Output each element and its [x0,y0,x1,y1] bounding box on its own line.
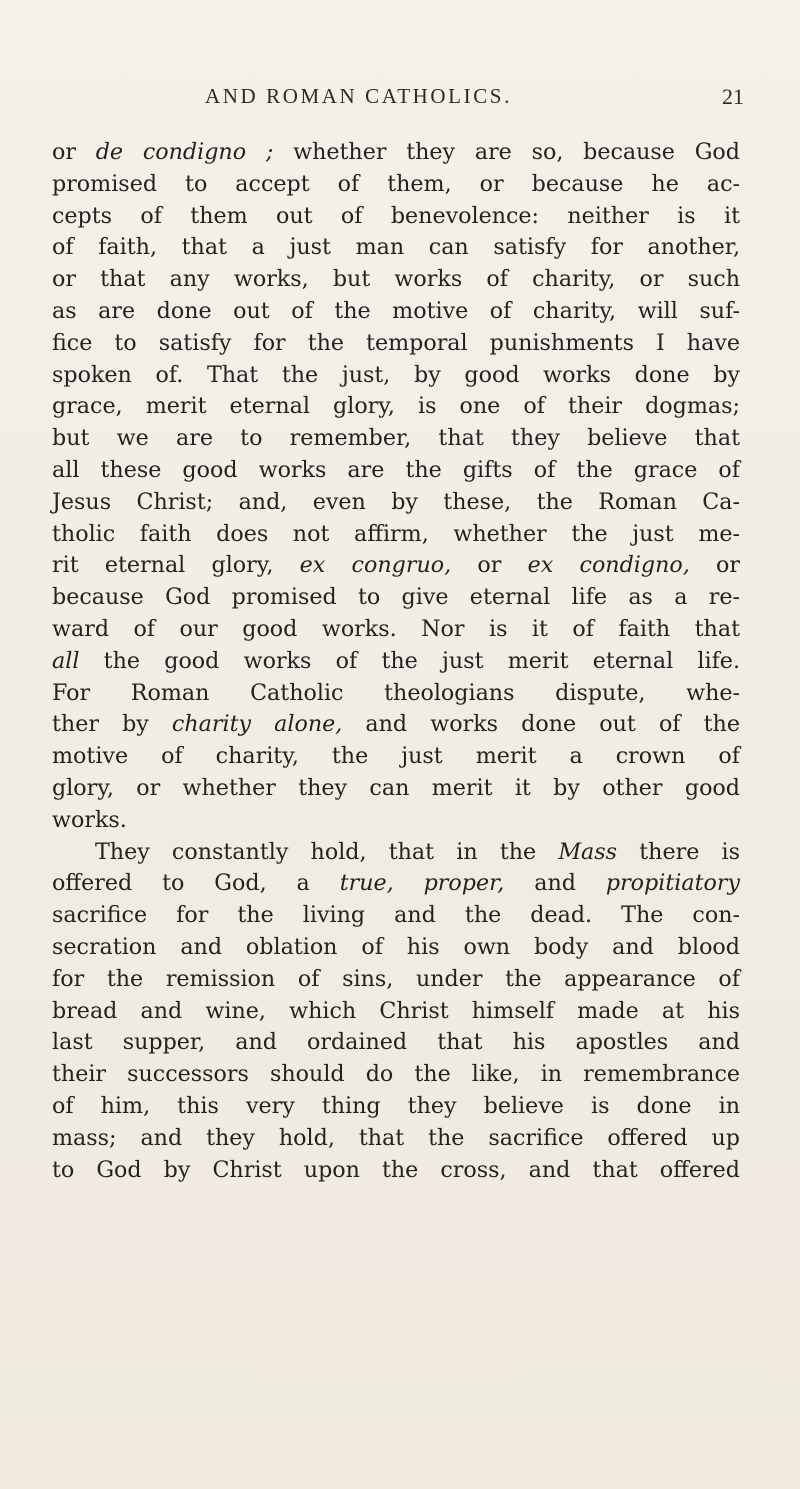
text-line: secration and oblation of his own body and blood [52,933,740,960]
text-line: as are done out of the motive of charity, will suf- [52,297,740,324]
text-line: motive of charity, the just merit a crown of [52,743,740,770]
text-line: works. [52,806,127,833]
text-line: promised to accept of them, or because he ac- [52,170,740,197]
running-title: AND ROMAN CATHOLICS. [205,84,512,108]
text-line: ward of our good works. Nor is it of faith that [52,615,740,642]
text-line: but we are to remember, that they believe that [52,425,740,452]
text-line: cepts of them out of benevolence: neither is it [52,202,740,229]
text-line: grace, merit eternal glory, is one of their dogmas; [52,393,740,420]
page-number: 21 [722,84,744,109]
text-line: spoken of. That the just, by good works done by [52,361,740,388]
text-line: ther by charity alone, and works done out of the [52,711,740,738]
text-line: sacrifice for the living and the dead. The con- [52,902,740,929]
text-line: offered to God, a true, proper, and propitiatory [52,870,740,897]
text-line: For Roman Catholic theologians dispute, whe- [52,679,740,706]
text-line: their successors should do the like, in remembrance [52,1061,740,1088]
text-line: mass; and they hold, that the sacrifice offered up [52,1124,740,1151]
text-line: all the good works of the just merit eternal life. [52,647,740,674]
text-line: to God by Christ upon the cross, and that offered [52,1156,740,1183]
text-line: bread and wine, which Christ himself made at his [52,997,740,1024]
text-line: of him, this very thing they believe is done in [52,1092,740,1119]
text-line: of faith, that a just man can satisfy for another, [52,234,740,261]
text-line: tholic faith does not affirm, whether the just me- [52,520,740,547]
text-line: rit eternal glory, ex congruo, or ex condigno, or [52,552,741,579]
text-line: because God promised to give eternal life as a re- [52,584,740,611]
text-line: all these good works are the gifts of the grace of [52,456,740,483]
text-line: They constantly hold, that in the Mass there is [95,838,740,865]
body-text [52,137,740,1186]
text-line: Jesus Christ; and, even by these, the Roman Ca- [52,488,740,515]
text-line: for the remission of sins, under the appearance of [52,965,740,992]
text-line: or de condigno ; whether they are so, because God [52,139,740,165]
text-line: glory, or whether they can merit it by other good [52,774,740,801]
text-line: fice to satisfy for the temporal punishments I have [52,329,740,356]
text-line: last supper, and ordained that his apostles and [52,1029,740,1056]
running-head [0,84,800,116]
text-line: or that any works, but works of charity, or such [52,266,740,293]
